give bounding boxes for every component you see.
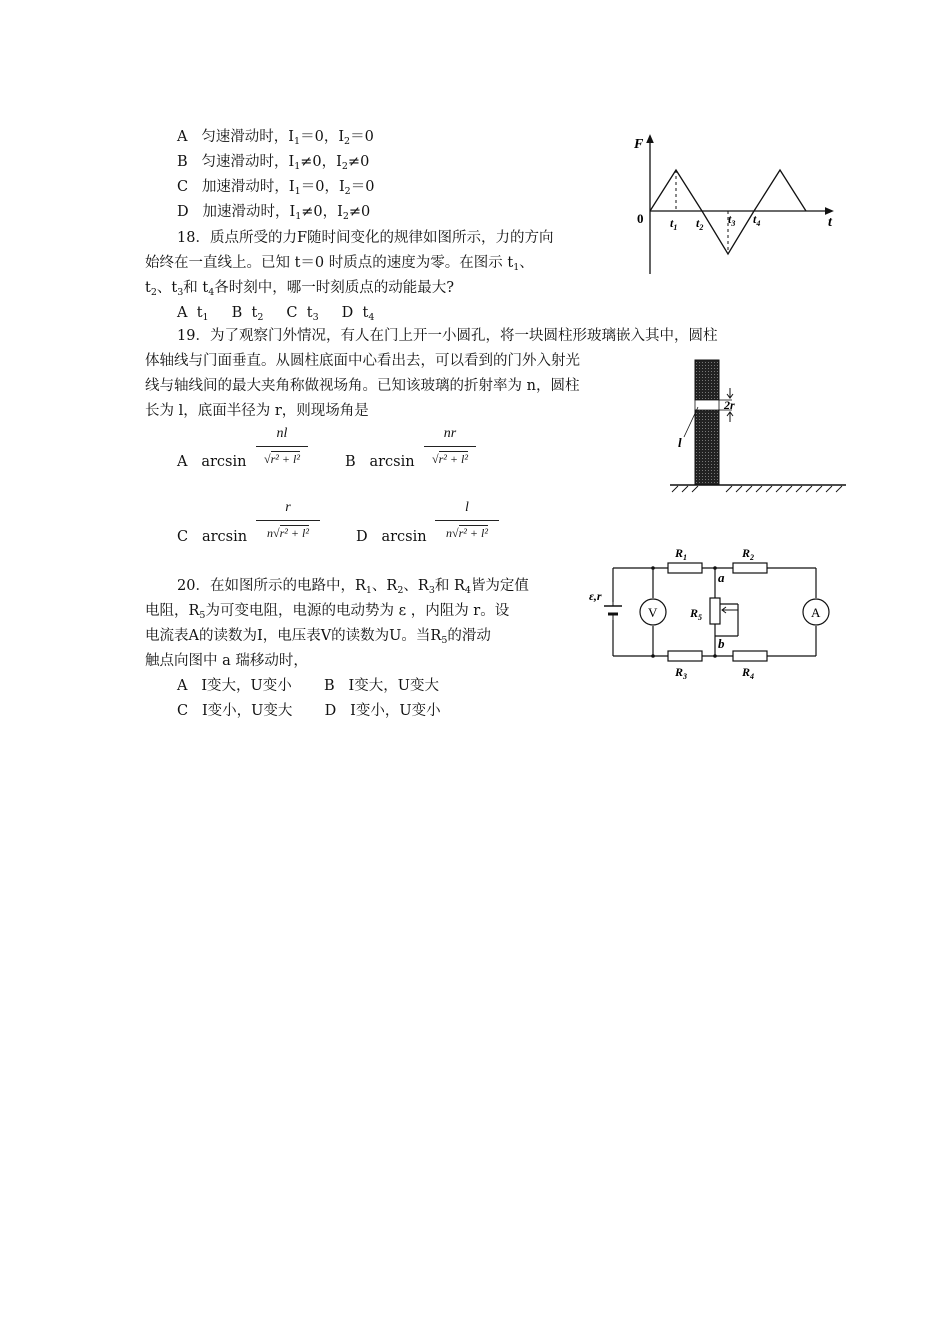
resistor-r2 (733, 563, 767, 573)
svg-text:A: A (811, 605, 821, 620)
x-axis-label: t (828, 215, 832, 230)
q18-stem-line3: $t_2$、$t_3$和 $t_4$各时刻中，哪一时刻质点的动能最大? (145, 280, 455, 298)
q19-stem-line1: 19．为了观察门外情况，有人在门上开一小圆孔，将一块圆柱形玻璃嵌入其中，圆柱 (177, 328, 718, 344)
door-glass-figure (668, 352, 848, 494)
label-l: l (678, 435, 682, 450)
label-r3: $R_3$ (675, 665, 688, 681)
y-axis-label: F (634, 137, 644, 152)
q20-options-row2: C I变小，U变大 D I变小，U变小 (177, 703, 441, 719)
node-a-label: a (718, 570, 725, 585)
q20-stem-line3: 电流表A的读数为I，电压表V的读数为U。当$R_5$的滑动 (145, 628, 491, 646)
q19-stem-line4: 长为 l，底面半径为 r，则现场角是 (145, 403, 369, 419)
q20-stem-line1: 20．在如图所示的电路中，$R_1$、$R_2$、$R_3$和 $R_4$皆为定值 (177, 578, 529, 596)
svg-text:V: V (648, 605, 658, 620)
q17-option-c: C 加速滑动时，$I_1=0$，$I_2=0$ (177, 179, 375, 197)
label-r4: $R_4$ (742, 665, 755, 681)
resistor-r4 (733, 651, 767, 661)
q18-stem-line1: 18．质点所受的力F随时间变化的规律如图所示，力的方向 (177, 230, 554, 246)
resistor-r3 (668, 651, 702, 661)
option-letter: A (177, 129, 188, 145)
q20-stem-line4: 触点向图中 a 瑞移动时， (145, 653, 308, 669)
door-upper (695, 360, 719, 400)
q17-option-a: A 匀速滑动时，$I_1=0$，$I_2=0$ (177, 129, 374, 147)
q18-stem-line2: 始终在一直线上。已知 t＝0 时质点的速度为零。在图示 $t_1$、 (145, 255, 534, 273)
circuit-diagram (588, 544, 836, 682)
origin-label: 0 (637, 211, 644, 226)
resistor-r1 (668, 563, 702, 573)
battery-icon (604, 602, 622, 620)
tick-t2: $t_2$ (696, 216, 704, 232)
q17-option-d: D 加速滑动时，$I_1\ne 0$，$I_2\ne 0$ (177, 204, 371, 222)
tick-t3: $t_3$ (728, 212, 736, 228)
q20-stem-line2: 电阻，$R_5$为可变电阻，电源的电动势为 ε ，内阻为 r。设 (145, 603, 510, 621)
label-r2: $R_2$ (742, 546, 755, 562)
q18-options: A $t_1$ B $t_2$ C $t_3$ D $t_4$ (177, 305, 375, 323)
label-r1: $R_1$ (675, 546, 688, 562)
tick-t1: $t_1$ (670, 216, 678, 232)
label-2r: 2r (724, 398, 735, 412)
node-b-label: b (718, 636, 725, 651)
q17-option-b: B 匀速滑动时，$I_1\ne 0$，$I_2\ne 0$ (177, 154, 370, 172)
tick-t4: $t_4$ (753, 212, 761, 228)
q19-stem-line2: 体轴线与门面垂直。从圆柱底面中心看出去，可以看到的门外入射光 (145, 353, 580, 369)
label-r5: $R_5$ (690, 606, 703, 622)
source-label: ε,r (589, 589, 602, 603)
door-lower (695, 410, 719, 485)
resistor-r5 (710, 598, 720, 624)
glass-cylinder (695, 400, 719, 410)
q19-stem-line3: 线与轴线间的最大夹角称做视场角。已知该玻璃的折射率为 n，圆柱 (145, 378, 580, 394)
force-time-graph (620, 130, 845, 280)
q20-options-row1: A I变大，U变小 B I变大，U变大 (177, 678, 439, 694)
